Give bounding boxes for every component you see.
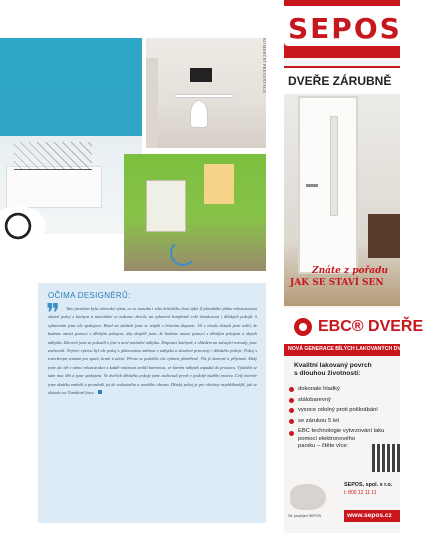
ebc-strip-text: NOVÁ GENERACE BÍLÝCH LAKOVANÝCH DVEŘÍ — [288, 346, 410, 352]
map-label: Síť prodejen SEPOS — [288, 514, 322, 518]
tagline-bar — [284, 66, 400, 94]
sepos-advert — [284, 0, 423, 533]
brand-name: SEPOS — [288, 12, 402, 45]
bullet-icon — [289, 431, 294, 436]
ebc-title: EBC® DVEŘE — [318, 318, 423, 335]
feature-list — [298, 384, 400, 451]
football-rug — [0, 206, 46, 246]
slogan-line1: Znáte z pořadu — [312, 266, 388, 276]
website-link[interactable] — [344, 510, 400, 522]
designer-note — [38, 283, 266, 523]
list-item: vysoce odolný proti poškrábání — [298, 405, 400, 416]
door-glass — [330, 116, 338, 216]
quote-icon: ❞ — [46, 299, 60, 329]
kids-bedroom-photo — [0, 38, 142, 234]
chair — [190, 100, 208, 128]
side-folio: KOMERČNÍ PREZENTACE — [262, 38, 267, 94]
slogan-line2: JAK SE STAVÍ SEN — [290, 278, 384, 288]
loft-bed-room-photo — [124, 154, 266, 271]
shelf — [368, 214, 400, 258]
door-scene — [284, 94, 400, 306]
company-name: SEPOS, spol. s r.o. — [344, 482, 393, 488]
bullet-icon — [289, 419, 294, 424]
ebc-header — [284, 308, 423, 344]
desk — [174, 94, 234, 98]
phone-number: t: 800 12 11 11 — [344, 490, 377, 496]
end-mark-icon — [98, 390, 102, 394]
qr-code-icon[interactable] — [372, 444, 400, 472]
bed — [6, 166, 102, 208]
tagline: DVEŘE ZÁRUBNĚ — [288, 74, 392, 88]
list-item: stálobarevný — [298, 395, 400, 406]
designer-note-text: Tato proměna byla obrovská výzva, co se rozsahu i toho kritického času týká. Z původního plánu rekonstruovat obytné pokoj s kuchyní a navrátilné se nakonec zhotilo na vybavení kompletně celé domácnosti i dětských pokojů. S vybavením jsme ale spokojeni. Hned na začátek jsme se trápili s řešením dispozic. Už v úvodu dotazů jsme tušili, že budeme muset pomoci s dětským pokojem, aby dospělí jsme, že budeme muset pomoci s dětským pokojem a zbytek nábytku. Zároveň jsme se pokusili o jiné a nové umístění nábytku. Dispozici kuchyně, s ohledem na stávající rozvody, jsme zachovali. Nejvíce výzvou byl ale pokoj s plánovanou změnou v nábytku a sloučení pracovny i dětského pokoje. Pokoj s rozvrženým zónami pro spaní, hraní a učení. Přesto se podařilo vše vybavit přiměřeně. Vše je barevné a příjemné. Malý jsme ale též v rámci rekonstrukce z každé místnosti zvolili barevnost, ve kterém nábytek zapadal do prostoru. Výsledek se nám moc líbí a jsme spokojeni. Ve dveřích dětského pokoje jsme zachovali prvek v podobě malého motivu. Celý interiér jsme zkrátka změnili a proměnili jej do radostného a veselého obrazu. Dětský pokoj je pro všechny nejoblíbenější, jak se ukázalo na Tomášově fotce. — [48, 306, 257, 396]
desk-room-photo — [146, 38, 266, 148]
curved-arrow — [170, 240, 196, 266]
ad-subtitle: Kvalitní lakovaný povrch s dlouhou životností: — [294, 362, 372, 377]
czech-map-icon — [290, 484, 326, 510]
list-item: se zárukou 5 let — [298, 416, 400, 427]
bullet-icon — [289, 398, 294, 403]
door-handle — [306, 184, 318, 187]
goal-net — [14, 142, 92, 170]
bullet-icon — [289, 408, 294, 413]
list-item: dokonale hladký — [298, 384, 400, 395]
list-item: EBC technologie vytvrzování laku pomocí elektronového parsku – čtěte více: — [298, 428, 400, 451]
tv — [190, 68, 212, 82]
brand-logo — [284, 6, 404, 46]
loft-bed — [146, 180, 186, 232]
ebc-strip — [284, 344, 410, 356]
designer-note-title: OČIMA DESIGNÉRŮ: — [48, 291, 131, 300]
door — [146, 58, 158, 148]
window — [204, 164, 234, 204]
website-text: www.sepos.cz — [347, 512, 392, 519]
bullet-icon — [289, 387, 294, 392]
door-icon — [298, 96, 358, 274]
slogan — [284, 266, 400, 302]
ebc-logo-icon — [294, 318, 312, 336]
